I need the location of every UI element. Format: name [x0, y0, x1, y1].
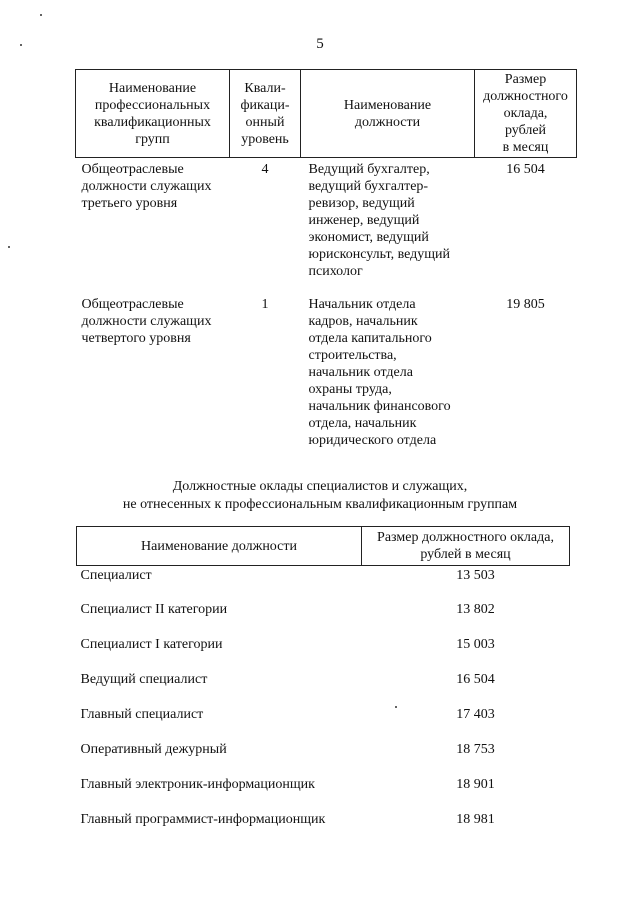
table-row	[76, 158, 577, 295]
table-row	[77, 707, 570, 742]
table-row	[77, 566, 570, 603]
table-row	[77, 637, 570, 672]
position-name: Ведущий специалист	[80, 672, 208, 687]
table-row	[76, 294, 577, 449]
group-name: Общеотраслевые должности служащих третьего уровня	[81, 162, 212, 211]
scan-speck	[8, 246, 10, 248]
table-row	[77, 742, 570, 777]
salary-value: 18 981	[456, 812, 495, 827]
salary-table-qualification-groups	[75, 69, 577, 449]
position-name: Специалист	[80, 568, 152, 583]
salary-value: 15 003	[456, 637, 495, 652]
table-header-row	[76, 70, 577, 158]
position-name: Специалист II категории	[80, 602, 228, 617]
position-name: Специалист I категории	[80, 637, 223, 652]
section-heading-line-1: Должностные оклады специалистов и служащих,	[172, 479, 468, 494]
table-row	[77, 777, 570, 812]
section-heading	[0, 478, 640, 514]
qualification-level: 1	[261, 297, 269, 312]
header-position-name: Наименование должности	[301, 70, 475, 158]
position-name: Главный специалист	[80, 707, 204, 722]
header-qualification-level: Квали- фикаци- онный уровень	[230, 70, 301, 158]
header-position-name: Наименование должности	[77, 527, 362, 566]
header-group-name: Наименование профессиональных квалификационных групп	[76, 70, 230, 158]
salary-table-other-positions	[76, 526, 570, 847]
salary-value: 16 504	[456, 672, 495, 687]
group-name: Общеотраслевые должности служащих четвертого уровня	[81, 297, 212, 346]
position-names: Начальник отдела кадров, начальник отдела капитального строительства, начальник отдела охраны труда, начальник финансового отдела, начальник юридического отдела	[308, 297, 451, 448]
salary-value: 16 504	[506, 162, 545, 177]
table-row	[77, 602, 570, 637]
page-number: 5	[316, 36, 324, 52]
salary-value: 13 503	[456, 568, 495, 583]
salary-value: 18 901	[456, 777, 495, 792]
table-row	[77, 812, 570, 847]
table-row	[77, 672, 570, 707]
salary-value: 19 805	[506, 297, 545, 312]
salary-value: 17 403	[456, 707, 495, 722]
header-salary: Размер должностного оклада, рублей в месяц	[475, 70, 577, 158]
salary-value: 13 802	[456, 602, 495, 617]
position-name: Оперативный дежурный	[80, 742, 227, 757]
scan-speck	[40, 14, 42, 16]
section-heading-line-2: не отнесенных к профессиональным квалификационным группам	[122, 497, 518, 512]
qualification-level: 4	[261, 162, 269, 177]
position-name: Главный электроник-информационщик	[80, 777, 315, 792]
position-name: Главный программист-информационщик	[80, 812, 326, 827]
salary-value: 18 753	[456, 742, 495, 757]
table-header-row	[77, 527, 570, 566]
header-salary: Размер должностного оклада, рублей в месяц	[362, 527, 570, 566]
position-names: Ведущий бухгалтер, ведущий бухгалтер- ревизор, ведущий инженер, ведущий экономист, ведущий юрисконсульт, ведущий психолог	[308, 162, 451, 279]
